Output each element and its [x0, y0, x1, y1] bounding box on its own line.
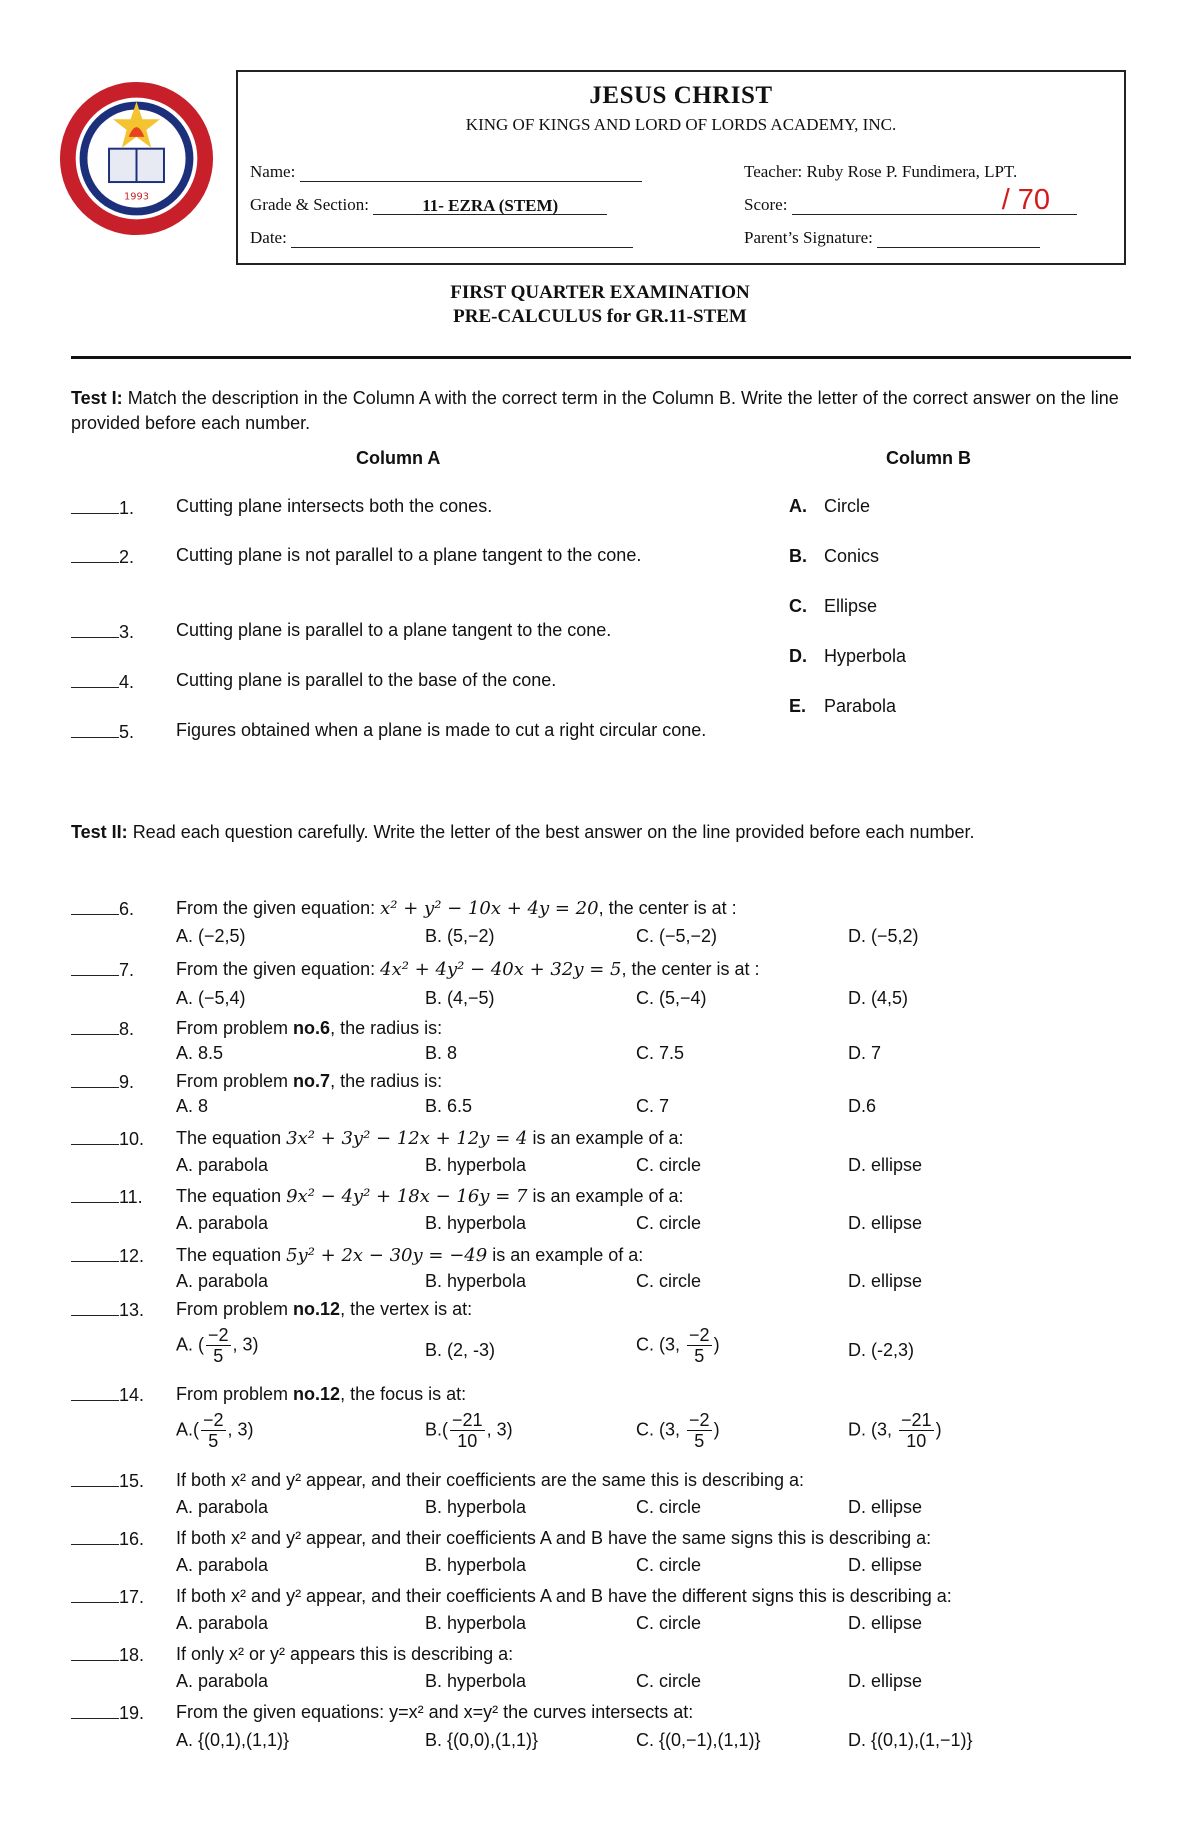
option[interactable]: C. (3, $\frac{-2}{5}$ ) [636, 1325, 720, 1366]
answer-line[interactable] [71, 1299, 119, 1316]
option[interactable]: B. (5,−2) [425, 926, 495, 946]
option[interactable]: A. 8 [176, 1096, 209, 1116]
option[interactable]: A. {(0,1),(1,1)} [176, 1730, 290, 1750]
test1-item[interactable]: 5. [71, 721, 154, 743]
test2-question[interactable]: 7. [71, 959, 154, 981]
option[interactable]: D. {(0,1),(1,−1)} [848, 1730, 973, 1750]
score-line[interactable] [792, 184, 1077, 216]
student-info-box [236, 70, 1126, 265]
column-a-header: Column A [356, 448, 441, 468]
name-label: Name: [250, 162, 296, 181]
column-b-item: A. Circle [789, 496, 871, 516]
question-text: From problem no.6, the radius is: [176, 1018, 443, 1038]
question-text: The equation 9x² − 4y² + 18x − 16y = 7 is an example of a: [176, 1186, 684, 1207]
option[interactable]: A. parabola [176, 1497, 269, 1517]
option[interactable]: C. circle [636, 1213, 702, 1233]
option[interactable]: D. (−5,2) [848, 926, 919, 946]
grade-field [250, 195, 607, 215]
option[interactable]: C. (−5,−2) [636, 926, 718, 946]
school-subtitle: KING OF KINGS AND LORD OF LORDS ACADEMY, INC. [465, 115, 897, 134]
column-b-item: E. Parabola [789, 696, 897, 716]
parent-signature-label: Parent’s Signature: [744, 228, 873, 247]
question-text: If only x² or y² appears this is describing a: [176, 1644, 514, 1664]
option[interactable]: B. (4,−5) [425, 988, 495, 1008]
option[interactable]: A. parabola [176, 1555, 269, 1575]
parent-signature-field[interactable] [744, 228, 1040, 248]
answer-line[interactable] [71, 898, 119, 915]
question-text: If both x² and y² appear, and their coefficients A and B have the different signs this is describing a: [176, 1586, 952, 1606]
option[interactable]: A. (−2,5) [176, 926, 246, 946]
exam-subtitle: PRE-CALCULUS for GR.11-STEM [453, 306, 747, 327]
column-b-item: C. Ellipse [789, 596, 878, 616]
option[interactable]: A. parabola [176, 1213, 269, 1233]
answer-line[interactable] [71, 1528, 119, 1545]
test1-item-text: Cutting plane is parallel to the base of the cone. [176, 670, 557, 690]
option[interactable]: C. circle [636, 1555, 702, 1575]
option[interactable]: C. 7.5 [636, 1043, 685, 1063]
grade-value: 11- EZRA (STEM) [373, 196, 607, 215]
question-text: From the given equation: x² + y² − 10x + 4y = 20, the center is at : [176, 898, 737, 919]
option[interactable]: D. ellipse [848, 1271, 923, 1291]
option[interactable]: A. parabola [176, 1671, 269, 1691]
question-text: The equation 5y² + 2x − 30y = −49 is an example of a: [176, 1245, 644, 1266]
test2-question[interactable]: 14. [71, 1384, 154, 1406]
test2-heading: Test II: [71, 822, 128, 842]
answer-line[interactable] [71, 497, 119, 514]
date-line[interactable] [291, 229, 633, 248]
option[interactable]: C. (5,−4) [636, 988, 707, 1008]
option[interactable]: D. ellipse [848, 1671, 923, 1691]
test2-question[interactable]: 12. [71, 1245, 154, 1267]
score-field[interactable] [744, 184, 1077, 216]
answer-line[interactable] [71, 959, 119, 976]
divider [71, 356, 1131, 359]
name-line[interactable] [300, 163, 642, 182]
question-text: From the given equations: y=x² and x=y² the curves intersects at: [176, 1702, 694, 1722]
option[interactable]: A.( $\frac{-2}{5}$ , 3) [176, 1410, 254, 1451]
test1-item[interactable]: 2. [71, 546, 154, 568]
answer-line[interactable] [71, 671, 119, 688]
option[interactable]: D. (4,5) [848, 988, 909, 1008]
option[interactable]: B.( $\frac{-21}{10}$ , 3) [425, 1410, 513, 1451]
test2-question[interactable]: 9. [71, 1071, 154, 1093]
question-text: From the given equation: 4x² + 4y² − 40x + 32y = 5, the center is at : [176, 959, 760, 980]
option[interactable]: B. hyperbola [425, 1155, 527, 1175]
answer-line[interactable] [71, 1186, 119, 1203]
answer-line[interactable] [71, 621, 119, 638]
answer-line[interactable] [71, 1702, 119, 1719]
date-field[interactable] [250, 228, 633, 248]
name-field[interactable] [250, 162, 642, 182]
column-b-item: B. Conics [789, 546, 880, 566]
test1-item-text: Cutting plane is not parallel to a plane tangent to the cone. [176, 545, 642, 565]
option[interactable]: B. hyperbola [425, 1271, 527, 1291]
test2-instructions: Test II: Read each question carefully. Write the letter of the best answer on the line provided before each number. [71, 822, 975, 842]
question-text: From problem no.12, the focus is at: [176, 1384, 467, 1404]
option[interactable]: B. hyperbola [425, 1613, 527, 1633]
test2-question[interactable]: 18. [71, 1644, 154, 1666]
exam-title: FIRST QUARTER EXAMINATION [450, 282, 750, 303]
option[interactable]: B. (2, -3) [425, 1340, 496, 1360]
option[interactable]: A. ( $\frac{-2}{5}$ , 3) [176, 1325, 259, 1366]
test2-question[interactable]: 16. [71, 1528, 154, 1550]
answer-line[interactable] [71, 546, 119, 563]
option[interactable]: C. circle [636, 1155, 702, 1175]
option[interactable]: C. circle [636, 1613, 702, 1633]
option[interactable]: C. {(0,−1),(1,1)} [636, 1730, 761, 1750]
answer-line[interactable] [71, 1128, 119, 1145]
answer-line[interactable] [71, 1071, 119, 1088]
option[interactable]: D. (3, $\frac{-21}{10}$ ) [848, 1410, 942, 1451]
option[interactable]: D. 7 [848, 1043, 882, 1063]
school-name: JESUS CHRIST [589, 82, 773, 109]
test1-instructions: Test I: Match the description in the Column A with the correct term in the Column B. Write the letter of the correct answer on the line provided before each number. [71, 388, 1119, 433]
test1-item[interactable]: 3. [71, 621, 154, 643]
school-logo-seal [58, 80, 215, 237]
option[interactable]: C. circle [636, 1271, 702, 1291]
question-text: If both x² and y² appear, and their coefficients A and B have the same signs this is describing a: [176, 1528, 932, 1548]
option[interactable]: A. 8.5 [176, 1043, 224, 1063]
column-b-item: D. Hyperbola [789, 646, 907, 666]
answer-line[interactable] [71, 1245, 119, 1262]
option[interactable]: D. ellipse [848, 1497, 923, 1517]
test1-item-text: Cutting plane is parallel to a plane tangent to the cone. [176, 620, 612, 640]
option[interactable]: D.6 [848, 1096, 877, 1116]
option[interactable]: D. ellipse [848, 1555, 923, 1575]
test1-item[interactable]: 1. [71, 497, 154, 519]
option[interactable]: B. 8 [425, 1043, 458, 1063]
option[interactable]: C. 7 [636, 1096, 670, 1116]
test2-question[interactable]: 15. [71, 1470, 154, 1492]
test2-question[interactable]: 10. [71, 1128, 154, 1150]
test2-question[interactable]: 11. [71, 1186, 154, 1208]
option[interactable]: A. (−5,4) [176, 988, 246, 1008]
test2-question[interactable]: 8. [71, 1018, 154, 1040]
parent-signature-line[interactable] [877, 229, 1040, 248]
answer-line[interactable] [71, 1644, 119, 1661]
date-label: Date: [250, 228, 287, 247]
test1-item-text: Cutting plane intersects both the cones. [176, 496, 493, 516]
option[interactable]: B. {(0,0),(1,1)} [425, 1730, 539, 1750]
test2-question[interactable]: 13. [71, 1299, 154, 1321]
teacher-field: Teacher: Ruby Rose P. Fundimera, LPT. [744, 162, 1018, 181]
test1-item-text: Figures obtained when a plane is made to cut a right circular cone. [176, 720, 707, 740]
option[interactable]: B. hyperbola [425, 1213, 527, 1233]
answer-line[interactable] [71, 1586, 119, 1603]
option[interactable]: B. hyperbola [425, 1555, 527, 1575]
option[interactable]: C. (3, $\frac{-2}{5}$ ) [636, 1410, 720, 1451]
question-text: From problem no.7, the radius is: [176, 1071, 443, 1091]
option[interactable]: B. hyperbola [425, 1497, 527, 1517]
option[interactable]: A. parabola [176, 1155, 269, 1175]
score-label: Score: [744, 195, 788, 214]
option[interactable]: C. circle [636, 1671, 702, 1691]
option[interactable]: A. parabola [176, 1271, 269, 1291]
answer-line[interactable] [71, 1018, 119, 1035]
answer-line[interactable] [71, 1470, 119, 1487]
option[interactable]: D. ellipse [848, 1613, 923, 1633]
test1-item[interactable]: 4. [71, 671, 154, 693]
test1-heading: Test I: [71, 388, 123, 408]
option[interactable]: B. 6.5 [425, 1096, 473, 1116]
column-b-header: Column B [886, 448, 971, 468]
answer-line[interactable] [71, 721, 119, 738]
option[interactable]: A. parabola [176, 1613, 269, 1633]
test2-question[interactable]: 6. [71, 898, 154, 920]
score-value: / 70 [1001, 184, 1051, 216]
option[interactable]: B. hyperbola [425, 1671, 527, 1691]
test2-question[interactable]: 17. [71, 1586, 154, 1608]
logo-year: 1993 [124, 191, 149, 203]
option[interactable]: D. (-2,3) [848, 1340, 915, 1360]
question-text: If both x² and y² appear, and their coefficients are the same this is describing a: [176, 1470, 805, 1490]
option[interactable]: D. ellipse [848, 1213, 923, 1233]
question-text: The equation 3x² + 3y² − 12x + 12y = 4 is an example of a: [176, 1128, 684, 1149]
option[interactable]: D. ellipse [848, 1155, 923, 1175]
option[interactable]: C. circle [636, 1497, 702, 1517]
question-text: From problem no.12, the vertex is at: [176, 1299, 473, 1319]
test2-question[interactable]: 19. [71, 1702, 154, 1724]
answer-line[interactable] [71, 1384, 119, 1401]
grade-label: Grade & Section: [250, 195, 369, 214]
